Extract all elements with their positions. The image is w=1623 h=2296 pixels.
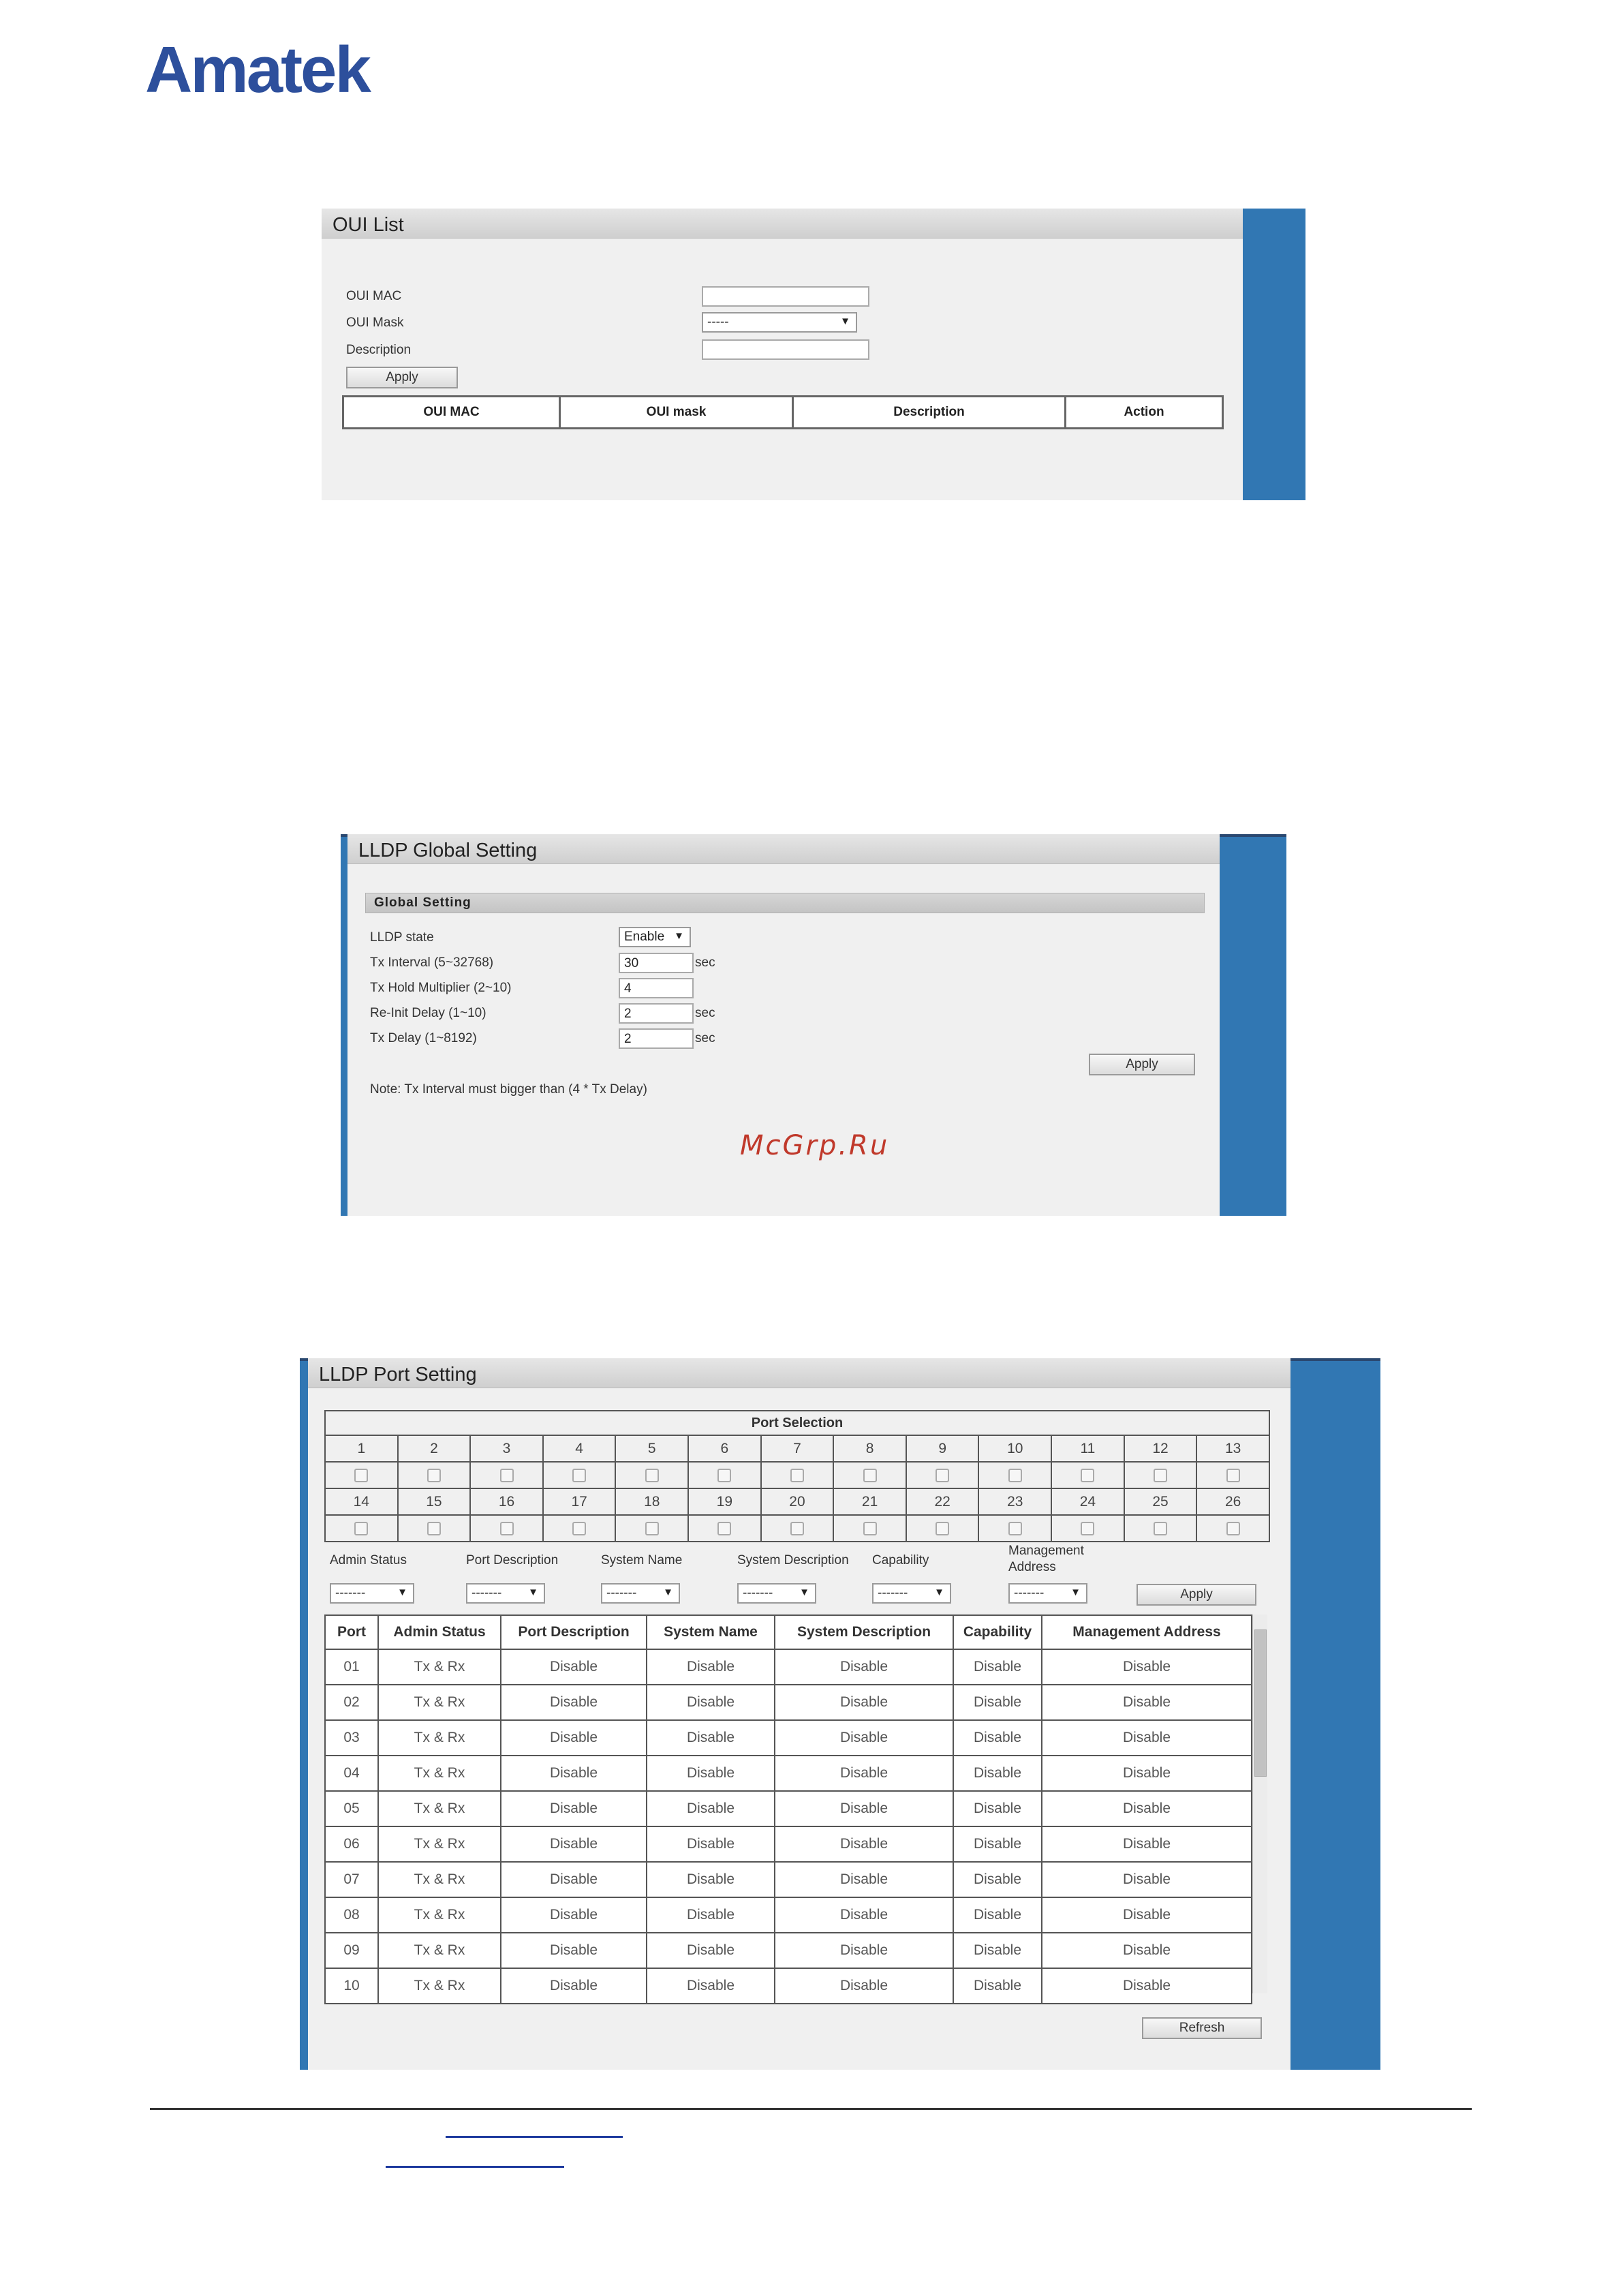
table-cell: Disable — [775, 1791, 953, 1826]
port-number-12: 12 — [1124, 1435, 1197, 1462]
port-checkbox-cell — [833, 1515, 906, 1542]
filter-capability-select[interactable] — [872, 1583, 951, 1604]
port-number-13: 13 — [1196, 1435, 1269, 1462]
watermark-text: McGrp.Ru — [740, 1130, 890, 1161]
tx-interval-input[interactable]: 30 — [619, 953, 694, 973]
tx-hold-label: Tx Hold Multiplier (2~10) — [370, 981, 512, 995]
table-cell: Disable — [501, 1897, 647, 1933]
filter-port-description-label: Port Description — [466, 1553, 559, 1567]
oui-list-title: OUI List — [322, 209, 1243, 239]
table-cell: Disable — [501, 1968, 647, 2004]
port-selection-caption: Port Selection — [325, 1411, 1269, 1435]
table-cell: Disable — [775, 1649, 953, 1685]
oui-mask-select[interactable] — [702, 312, 857, 333]
port-checkbox-cell — [1124, 1462, 1197, 1488]
table-cell: 07 — [325, 1862, 378, 1897]
panel-sidebar — [1290, 1358, 1380, 2070]
port-8-checkbox[interactable] — [863, 1469, 877, 1482]
port-checkbox-cell — [470, 1462, 543, 1488]
port-checkbox-cell — [615, 1462, 688, 1488]
port-5-checkbox[interactable] — [645, 1469, 659, 1482]
table-cell: Disable — [647, 1720, 775, 1756]
port-7-checkbox[interactable] — [790, 1469, 804, 1482]
column-header: System Name — [647, 1615, 775, 1649]
port-number-26: 26 — [1196, 1488, 1269, 1515]
oui-mac-input[interactable] — [702, 286, 869, 307]
table-cell: Disable — [775, 1720, 953, 1756]
table-cell: Disable — [953, 1826, 1042, 1862]
chevron-down-icon: ▼ — [528, 1587, 538, 1598]
filter-management-address-select[interactable] — [1008, 1583, 1087, 1604]
filter-system-name-select[interactable] — [601, 1583, 680, 1604]
table-cell: Disable — [1042, 1720, 1252, 1756]
table-cell: Disable — [953, 1649, 1042, 1685]
table-cell: Tx & Rx — [378, 1897, 501, 1933]
port-number-14: 14 — [325, 1488, 398, 1515]
port-checkbox-cell — [1124, 1515, 1197, 1542]
table-cell: Tx & Rx — [378, 1756, 501, 1791]
port-checkbox-cell — [615, 1515, 688, 1542]
tx-delay-input[interactable]: 2 — [619, 1028, 694, 1049]
filter-management-label-2: Address — [1008, 1560, 1056, 1574]
port-number-25: 25 — [1124, 1488, 1197, 1515]
table-cell: Disable — [1042, 1756, 1252, 1791]
chevron-down-icon: ▼ — [799, 1587, 809, 1598]
port-15-checkbox[interactable] — [427, 1522, 441, 1535]
port-number-24: 24 — [1051, 1488, 1124, 1515]
chevron-down-icon: ▼ — [934, 1587, 944, 1598]
table-cell: Disable — [1042, 1968, 1252, 2004]
port-11-checkbox[interactable] — [1081, 1469, 1094, 1482]
table-cell: Disable — [647, 1791, 775, 1826]
port-number-20: 20 — [761, 1488, 834, 1515]
port-checkbox-cell — [761, 1462, 834, 1488]
port-checkbox-cell — [978, 1462, 1051, 1488]
oui-mac-label: OUI MAC — [346, 289, 402, 303]
port-number-18: 18 — [615, 1488, 688, 1515]
table-cell: Disable — [953, 1685, 1042, 1720]
table-cell: Tx & Rx — [378, 1649, 501, 1685]
port-2-checkbox[interactable] — [427, 1469, 441, 1482]
port-4-checkbox[interactable] — [572, 1469, 586, 1482]
description-input[interactable] — [702, 339, 869, 360]
table-row[interactable] — [325, 1649, 1252, 1685]
table-row[interactable] — [325, 1826, 1252, 1862]
port-13-checkbox[interactable] — [1226, 1469, 1240, 1482]
oui-list-panel — [322, 209, 1305, 500]
port-checkbox-cell — [978, 1515, 1051, 1542]
col-action: Action — [1124, 405, 1164, 419]
port-number-1: 1 — [325, 1435, 398, 1462]
port-number-22: 22 — [906, 1488, 979, 1515]
port-checkbox-cell — [833, 1462, 906, 1488]
table-cell: 05 — [325, 1791, 378, 1826]
tx-delay-label: Tx Delay (1~8192) — [370, 1031, 477, 1045]
table-cell: 03 — [325, 1720, 378, 1756]
table-cell: Disable — [501, 1826, 647, 1862]
port-22-checkbox[interactable] — [936, 1522, 949, 1535]
port-19-checkbox[interactable] — [717, 1522, 731, 1535]
port-23-checkbox[interactable] — [1008, 1522, 1022, 1535]
footer-link-underline-2[interactable] — [386, 2166, 564, 2168]
chevron-down-icon: ▼ — [840, 316, 850, 327]
port-number-11: 11 — [1051, 1435, 1124, 1462]
refresh-button[interactable]: Refresh — [1142, 2017, 1262, 2039]
port-checkbox-cell — [906, 1515, 979, 1542]
port-14-checkbox[interactable] — [354, 1522, 368, 1535]
scrollbar-thumb[interactable] — [1254, 1629, 1267, 1777]
table-cell: Disable — [647, 1826, 775, 1862]
column-header: System Description — [775, 1615, 953, 1649]
port-17-checkbox[interactable] — [572, 1522, 586, 1535]
table-cell: Disable — [775, 1826, 953, 1862]
port-number-3: 3 — [470, 1435, 543, 1462]
table-cell: 04 — [325, 1756, 378, 1791]
column-header: Admin Status — [378, 1615, 501, 1649]
col-description: Description — [794, 397, 1066, 427]
port-checkbox-cell — [325, 1462, 398, 1488]
table-cell: Tx & Rx — [378, 1862, 501, 1897]
table-cell: 10 — [325, 1968, 378, 2004]
lldp-port-title: LLDP Port Setting — [308, 1358, 1290, 1388]
port-number-10: 10 — [978, 1435, 1051, 1462]
table-cell: Disable — [647, 1862, 775, 1897]
port-number-7: 7 — [761, 1435, 834, 1462]
dropdown-value: ------- — [335, 1586, 366, 1600]
column-header: Capability — [953, 1615, 1042, 1649]
table-cell: Disable — [1042, 1897, 1252, 1933]
chevron-down-icon: ▼ — [397, 1587, 407, 1598]
table-cell: 09 — [325, 1933, 378, 1968]
table-cell: 08 — [325, 1897, 378, 1933]
table-cell: Disable — [775, 1897, 953, 1933]
table-cell: Disable — [953, 1756, 1042, 1791]
oui-apply-button[interactable]: Apply — [346, 367, 458, 388]
tx-interval-unit: sec — [695, 955, 715, 970]
table-cell: Disable — [647, 1685, 775, 1720]
table-row[interactable] — [325, 1685, 1252, 1720]
port-25-checkbox[interactable] — [1154, 1522, 1167, 1535]
table-cell: Disable — [1042, 1685, 1252, 1720]
port-number-8: 8 — [833, 1435, 906, 1462]
filter-port-description-select[interactable] — [466, 1583, 545, 1604]
global-setting-section: Global Setting — [365, 893, 1205, 913]
port-20-checkbox[interactable] — [790, 1522, 804, 1535]
table-cell: Disable — [647, 1756, 775, 1791]
dropdown-value: ------- — [606, 1586, 637, 1600]
reinit-delay-unit: sec — [695, 1006, 715, 1020]
port-checkbox-cell — [1051, 1462, 1124, 1488]
port-6-checkbox[interactable] — [717, 1469, 731, 1482]
port-checkbox-cell — [543, 1515, 616, 1542]
dropdown-value: ------- — [743, 1586, 773, 1600]
port-number-23: 23 — [978, 1488, 1051, 1515]
table-cell: Disable — [1042, 1791, 1252, 1826]
table-cell: Disable — [775, 1756, 953, 1791]
port-checkbox-cell — [1196, 1515, 1269, 1542]
table-cell: Disable — [953, 1720, 1042, 1756]
table-row[interactable] — [325, 1933, 1252, 1968]
dropdown-value: ------- — [472, 1586, 502, 1600]
ports-table — [324, 1614, 1252, 2004]
chevron-down-icon: ▼ — [1070, 1587, 1081, 1598]
footer-divider — [150, 2108, 1472, 2110]
lldp-global-title: LLDP Global Setting — [347, 834, 1220, 864]
reinit-delay-label: Re-Init Delay (1~10) — [370, 1006, 486, 1020]
port-number-5: 5 — [615, 1435, 688, 1462]
port-9-checkbox[interactable] — [936, 1469, 949, 1482]
chevron-down-icon: ▼ — [663, 1587, 673, 1598]
port-number-4: 4 — [543, 1435, 616, 1462]
lldp-state-label: LLDP state — [370, 930, 434, 945]
port-number-21: 21 — [833, 1488, 906, 1515]
port-number-17: 17 — [543, 1488, 616, 1515]
port-number-16: 16 — [470, 1488, 543, 1515]
col-oui-mask: OUI mask — [561, 397, 794, 427]
table-cell: 06 — [325, 1826, 378, 1862]
port-24-checkbox[interactable] — [1081, 1522, 1094, 1535]
port-checkbox-cell — [761, 1515, 834, 1542]
reinit-delay-input[interactable]: 2 — [619, 1003, 694, 1024]
table-cell: Disable — [775, 1968, 953, 2004]
table-cell: Disable — [501, 1756, 647, 1791]
panel-sidebar — [1243, 209, 1305, 500]
port-number-6: 6 — [688, 1435, 761, 1462]
port-checkbox-cell — [688, 1462, 761, 1488]
port-21-checkbox[interactable] — [863, 1522, 877, 1535]
port-checkbox-cell — [1051, 1515, 1124, 1542]
table-row[interactable] — [325, 1897, 1252, 1933]
port-number-19: 19 — [688, 1488, 761, 1515]
table-cell: Disable — [953, 1933, 1042, 1968]
port-number-15: 15 — [398, 1488, 471, 1515]
oui-table-header — [342, 395, 1224, 429]
table-cell: Disable — [1042, 1862, 1252, 1897]
table-cell: Disable — [501, 1649, 647, 1685]
table-cell: 01 — [325, 1649, 378, 1685]
oui-mask-label: OUI Mask — [346, 316, 404, 330]
dropdown-value: ------- — [878, 1586, 908, 1600]
port-10-checkbox[interactable] — [1008, 1469, 1022, 1482]
table-cell: Tx & Rx — [378, 1685, 501, 1720]
table-row[interactable] — [325, 1968, 1252, 2004]
port-checkbox-cell — [470, 1515, 543, 1542]
table-row[interactable] — [325, 1862, 1252, 1897]
global-apply-button[interactable]: Apply — [1089, 1054, 1195, 1075]
table-cell: Disable — [647, 1649, 775, 1685]
table-cell: Disable — [953, 1791, 1042, 1826]
port-12-checkbox[interactable] — [1154, 1469, 1167, 1482]
port-16-checkbox[interactable] — [500, 1522, 514, 1535]
port-1-checkbox[interactable] — [354, 1469, 368, 1482]
table-cell: Disable — [953, 1968, 1042, 2004]
port-checkbox-cell — [398, 1462, 471, 1488]
amatek-logo: Amatek — [145, 33, 369, 106]
port-number-9: 9 — [906, 1435, 979, 1462]
port-26-checkbox[interactable] — [1226, 1522, 1240, 1535]
table-cell: Disable — [647, 1968, 775, 2004]
table-cell: Disable — [1042, 1933, 1252, 1968]
filter-system-description-select[interactable] — [737, 1583, 816, 1604]
port-checkbox-cell — [543, 1462, 616, 1488]
tx-hold-input[interactable]: 4 — [619, 978, 694, 998]
table-cell: Tx & Rx — [378, 1720, 501, 1756]
description-label: Description — [346, 343, 412, 357]
table-cell: Disable — [501, 1933, 647, 1968]
oui-mask-value: ----- — [707, 315, 729, 329]
port-checkbox-cell — [688, 1515, 761, 1542]
table-cell: Disable — [1042, 1649, 1252, 1685]
table-row[interactable] — [325, 1720, 1252, 1756]
port-checkbox-cell — [325, 1515, 398, 1542]
column-header: Port — [325, 1615, 378, 1649]
table-cell: Disable — [501, 1791, 647, 1826]
tx-interval-label: Tx Interval (5~32768) — [370, 955, 494, 970]
port-checkbox-cell — [398, 1515, 471, 1542]
filter-system-name-label: System Name — [601, 1553, 683, 1567]
panel-sidebar — [1220, 834, 1286, 1216]
table-cell: 02 — [325, 1685, 378, 1720]
table-cell: Tx & Rx — [378, 1968, 501, 2004]
table-cell: Disable — [501, 1685, 647, 1720]
filter-admin-status-label: Admin Status — [330, 1553, 407, 1567]
table-cell: Tx & Rx — [378, 1826, 501, 1862]
table-cell: Disable — [953, 1897, 1042, 1933]
port-number-2: 2 — [398, 1435, 471, 1462]
lldp-state-select[interactable] — [619, 927, 691, 947]
port-18-checkbox[interactable] — [645, 1522, 659, 1535]
table-cell: Disable — [1042, 1826, 1252, 1862]
filter-capability-label: Capability — [872, 1553, 929, 1567]
table-cell: Disable — [953, 1862, 1042, 1897]
table-cell: Tx & Rx — [378, 1791, 501, 1826]
port-selection-table — [324, 1410, 1270, 1542]
filter-management-label-1: Management — [1008, 1544, 1084, 1558]
table-cell: Disable — [647, 1897, 775, 1933]
table-cell: Tx & Rx — [378, 1933, 501, 1968]
port-3-checkbox[interactable] — [500, 1469, 514, 1482]
ports-table-scrollbar[interactable] — [1252, 1614, 1267, 1993]
table-cell: Disable — [775, 1933, 953, 1968]
port-checkbox-cell — [1196, 1462, 1269, 1488]
table-row[interactable] — [325, 1756, 1252, 1791]
column-header: Management Address — [1042, 1615, 1252, 1649]
dropdown-value: ------- — [1014, 1586, 1045, 1600]
filter-admin-status-select[interactable] — [330, 1583, 414, 1604]
col-oui-mac: OUI MAC — [344, 397, 561, 427]
footer-link-underline-1[interactable] — [446, 2136, 623, 2138]
table-cell: Disable — [501, 1862, 647, 1897]
lldp-port-panel — [300, 1358, 1380, 2070]
tx-interval-note: Note: Tx Interval must bigger than (4 * Tx Delay) — [370, 1082, 647, 1097]
column-header: Port Description — [501, 1615, 647, 1649]
table-cell: Disable — [775, 1685, 953, 1720]
port-checkbox-cell — [906, 1462, 979, 1488]
chevron-down-icon: ▼ — [674, 930, 684, 942]
tx-delay-unit: sec — [695, 1031, 715, 1045]
port-apply-button[interactable]: Apply — [1137, 1584, 1256, 1606]
table-row[interactable] — [325, 1791, 1252, 1826]
table-cell: Disable — [501, 1720, 647, 1756]
lldp-state-value: Enable — [624, 930, 665, 944]
filter-system-description-label: System Description — [737, 1553, 849, 1567]
table-cell: Disable — [647, 1933, 775, 1968]
table-cell: Disable — [775, 1862, 953, 1897]
